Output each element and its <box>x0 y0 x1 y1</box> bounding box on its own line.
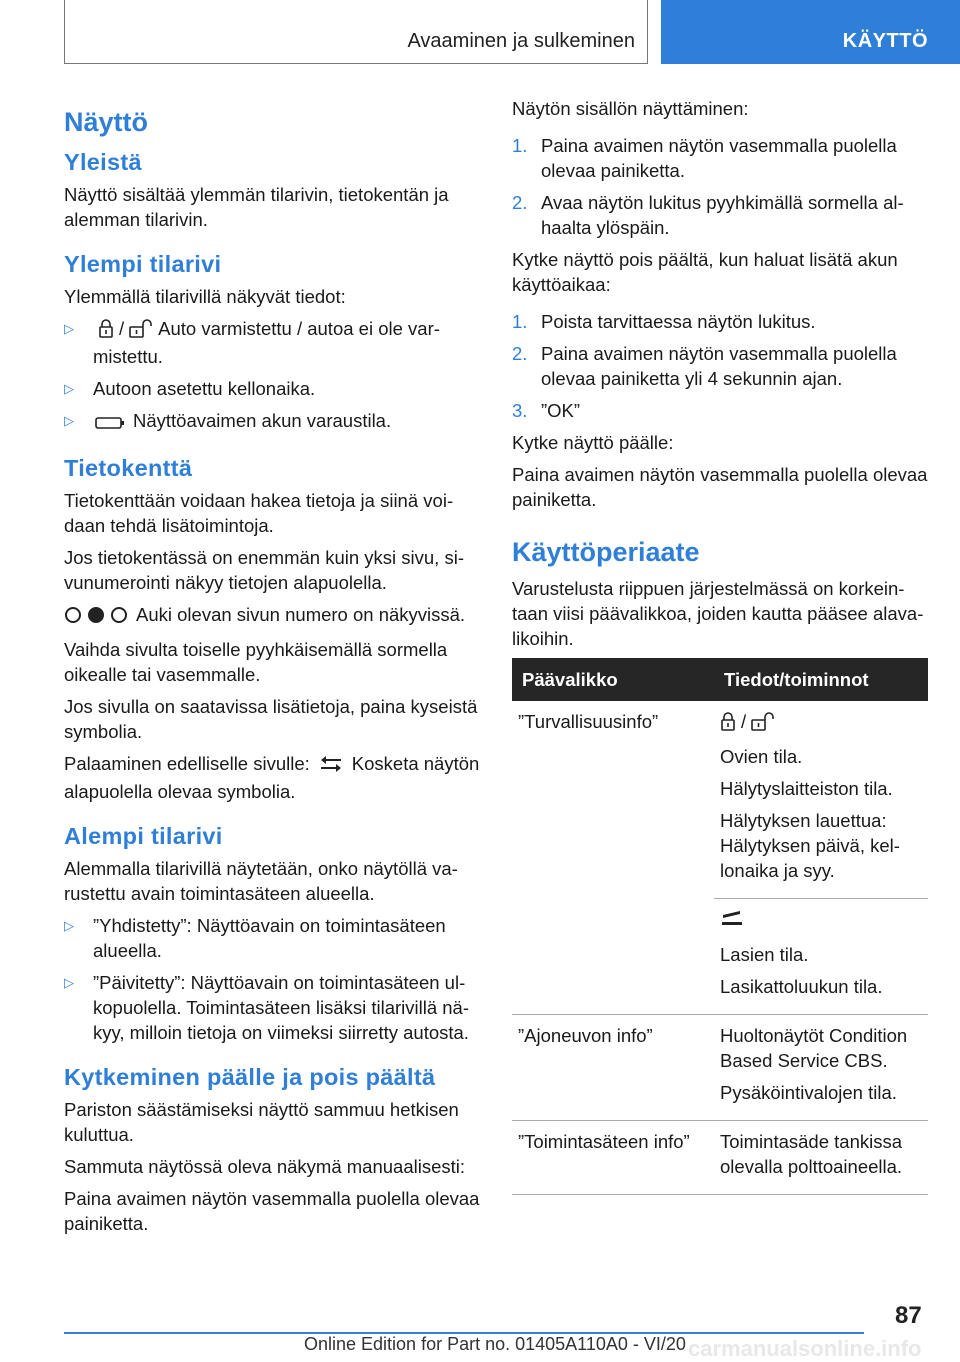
cell-text: Pysäköintivalojen tila. <box>720 1082 897 1103</box>
show-content-steps <box>512 133 928 240</box>
lock-open-icon <box>751 711 775 737</box>
table-cell <box>512 899 714 1015</box>
page-dots-text: Auki olevan sivun numero on näkyvissä. <box>136 604 466 625</box>
heading-general: Yleistä <box>64 149 142 175</box>
switch-off-intro: Kytke näyttö pois päältä, kun haluat lisätä akun käyttöaikaa: <box>512 249 898 295</box>
list-item <box>512 309 928 334</box>
battery-icon <box>95 411 125 436</box>
list-item <box>512 341 928 391</box>
list-item <box>64 316 480 369</box>
heading-info-field: Tietokenttä <box>64 455 193 481</box>
heading-operating-principle: Käyttöperiaate <box>512 537 700 567</box>
info-field-p5: Jos sivulla on saatavissa lisätietoja, paina kyseistä symbolia. <box>64 696 478 742</box>
switch-on-text: Paina avaimen näytön vasemmalla puolella olevaa painiketta. <box>512 464 928 510</box>
lock-open-icon <box>129 318 153 344</box>
lock-status-text: Auto varmistettu / autoa ei ole varmistettu. <box>93 318 440 367</box>
step-text: Poista tarvittaessa näytön lukitus. <box>541 311 816 332</box>
table-row <box>512 1121 928 1195</box>
switch-on-intro: Kytke näyttö päälle: <box>512 432 674 453</box>
main-menu-table <box>512 658 928 1195</box>
page-title: Näyttö <box>64 107 149 137</box>
window-icon <box>720 909 744 935</box>
back-arrow-icon <box>320 754 342 779</box>
page-number: 87 <box>895 1302 922 1329</box>
left-column <box>64 96 480 1243</box>
header-title: Avaaminen ja sulkeminen <box>407 30 635 52</box>
table-row <box>512 1015 928 1121</box>
list-item <box>64 408 480 436</box>
switch-off-steps <box>512 309 928 423</box>
page-dots-icon <box>64 605 128 630</box>
table-cell: ”Toimintasäteen info” <box>512 1121 714 1195</box>
step-text: Paina avaimen näytön vasemmalla puolella olevaa painiketta. <box>541 135 897 181</box>
info-field-p4: Vaihda sivulta toiselle pyyhkäisemällä sormella oikealle tai vasemmalle. <box>64 639 448 685</box>
table-cell <box>714 1121 928 1195</box>
watermark: carmanualsonline.info <box>688 1336 922 1361</box>
on-off-p2: Sammuta näytössä oleva näkymä manuaalisesti: <box>64 1156 466 1177</box>
info-field-p3 <box>64 602 480 630</box>
right-column <box>512 96 928 1195</box>
list-item <box>512 398 928 423</box>
general-text: Näyttö sisältää ylemmän tilarivin, tietokentän ja alemman tilarivin. <box>64 184 449 230</box>
column-header: Päävalikko <box>512 658 714 701</box>
footer-edition: Online Edition for Part no. 01405A110A0 - VI/20 <box>304 1334 686 1354</box>
table-cell <box>714 1015 928 1121</box>
on-off-p3: Paina avaimen näytön vasemmalla puolella olevaa painiketta. <box>64 1188 480 1234</box>
step-number: 2. <box>512 192 528 213</box>
cell-text: Ovien tila. <box>720 746 803 767</box>
header-section-tab <box>661 0 960 64</box>
step-text: Paina avaimen näytön vasemmalla puolella olevaa painiketta yli 4 sekunnin ajan. <box>541 343 897 389</box>
lower-status-intro: Alemmalla tilarivillä näytetään, onko näytöllä varustettu avain toimintasäteen alueella. <box>64 858 458 904</box>
step-number: 1. <box>512 311 528 332</box>
cell-icons <box>720 709 922 737</box>
cell-text: Hälytyslaitteiston tila. <box>720 778 893 799</box>
list-item: ▷ ”Yhdistetty”: Näyttöavain on toimintasäteen alueella. <box>64 913 480 963</box>
table-cell: ”Ajoneuvon info” <box>512 1015 714 1121</box>
on-off-p1: Pariston säästämiseksi näyttö sammuu hetkisen kuluttua. <box>64 1099 459 1145</box>
table-cell <box>714 899 928 1015</box>
lock-closed-icon <box>720 711 736 737</box>
table-row <box>512 701 928 899</box>
cell-text: Toimintasäde tankissa olevalla polttoaineella. <box>720 1131 903 1177</box>
header-section: KÄYTTÖ <box>842 30 928 52</box>
lock-closed-icon <box>98 318 114 344</box>
list-item <box>512 133 928 183</box>
lower-status-list <box>64 913 480 1045</box>
upper-status-list <box>64 316 480 436</box>
back-text-a: Palaaminen edelliselle sivulle: <box>64 753 310 774</box>
step-text: ”OK” <box>541 400 581 421</box>
list-item: ▷ ”Päivitetty”: Näyttöavain on toimintasäteen ulkopuolella. Toimintasäteen lisäksi tilarivillä näkyy, milloin tietoja on viimeksi siirretty autosta. <box>64 970 480 1045</box>
heading-on-off: Kytkeminen päälle ja pois päältä <box>64 1064 436 1090</box>
step-number: 3. <box>512 400 528 421</box>
lock-separator: / <box>741 711 747 732</box>
info-field-p2: Jos tietokentässä on enemmän kuin yksi sivu, sivunumerointi näkyy tietojen alapuolella. <box>64 547 464 593</box>
column-header: Tiedot/toiminnot <box>714 658 928 701</box>
lock-separator: / <box>119 318 125 339</box>
cell-text: Hälytyksen lauettua: Hälytyksen päivä, kellonaika ja syy. <box>720 810 900 881</box>
heading-upper-status: Ylempi tilarivi <box>64 251 222 277</box>
back-text-b: Kosketa näytön alapuolella olevaa symbolia. <box>64 753 480 802</box>
cell-text: Huoltonäytöt Condition Based Service CBS. <box>720 1025 908 1071</box>
header-title-box <box>64 0 648 64</box>
step-number: 1. <box>512 135 528 156</box>
battery-text: Näyttöavaimen akun varaustila. <box>133 410 392 431</box>
cell-text: Lasien tila. <box>720 944 809 965</box>
list-item <box>512 190 928 240</box>
list-item: ▷ Autoon asetettu kellonaika. <box>64 376 480 401</box>
operating-principle-text: Varustelusta riippuen järjestelmässä on korkeintaan viisi päävalikkoa, joiden kautta pääsee alavalikoihin. <box>512 578 924 649</box>
cell-text: Lasikattoluukun tila. <box>720 976 883 997</box>
table-cell: ”Turvallisuusinfo” <box>518 711 659 732</box>
info-field-p6 <box>64 751 480 804</box>
info-field-p1: Tietokenttään voidaan hakea tietoja ja siinä voidaan tehdä lisätoimintoja. <box>64 490 454 536</box>
cell-icons <box>720 907 922 935</box>
table-header-row <box>512 658 928 701</box>
show-content-intro: Näytön sisällön näyttäminen: <box>512 98 749 119</box>
heading-lower-status: Alempi tilarivi <box>64 823 223 849</box>
table-row <box>512 899 928 1015</box>
step-text: Avaa näytön lukitus pyyhkimällä sormella alhaalta ylöspäin. <box>541 192 904 238</box>
step-number: 2. <box>512 343 528 364</box>
upper-status-intro: Ylemmällä tilarivillä näkyvät tiedot: <box>64 286 346 307</box>
table-cell <box>714 701 928 899</box>
